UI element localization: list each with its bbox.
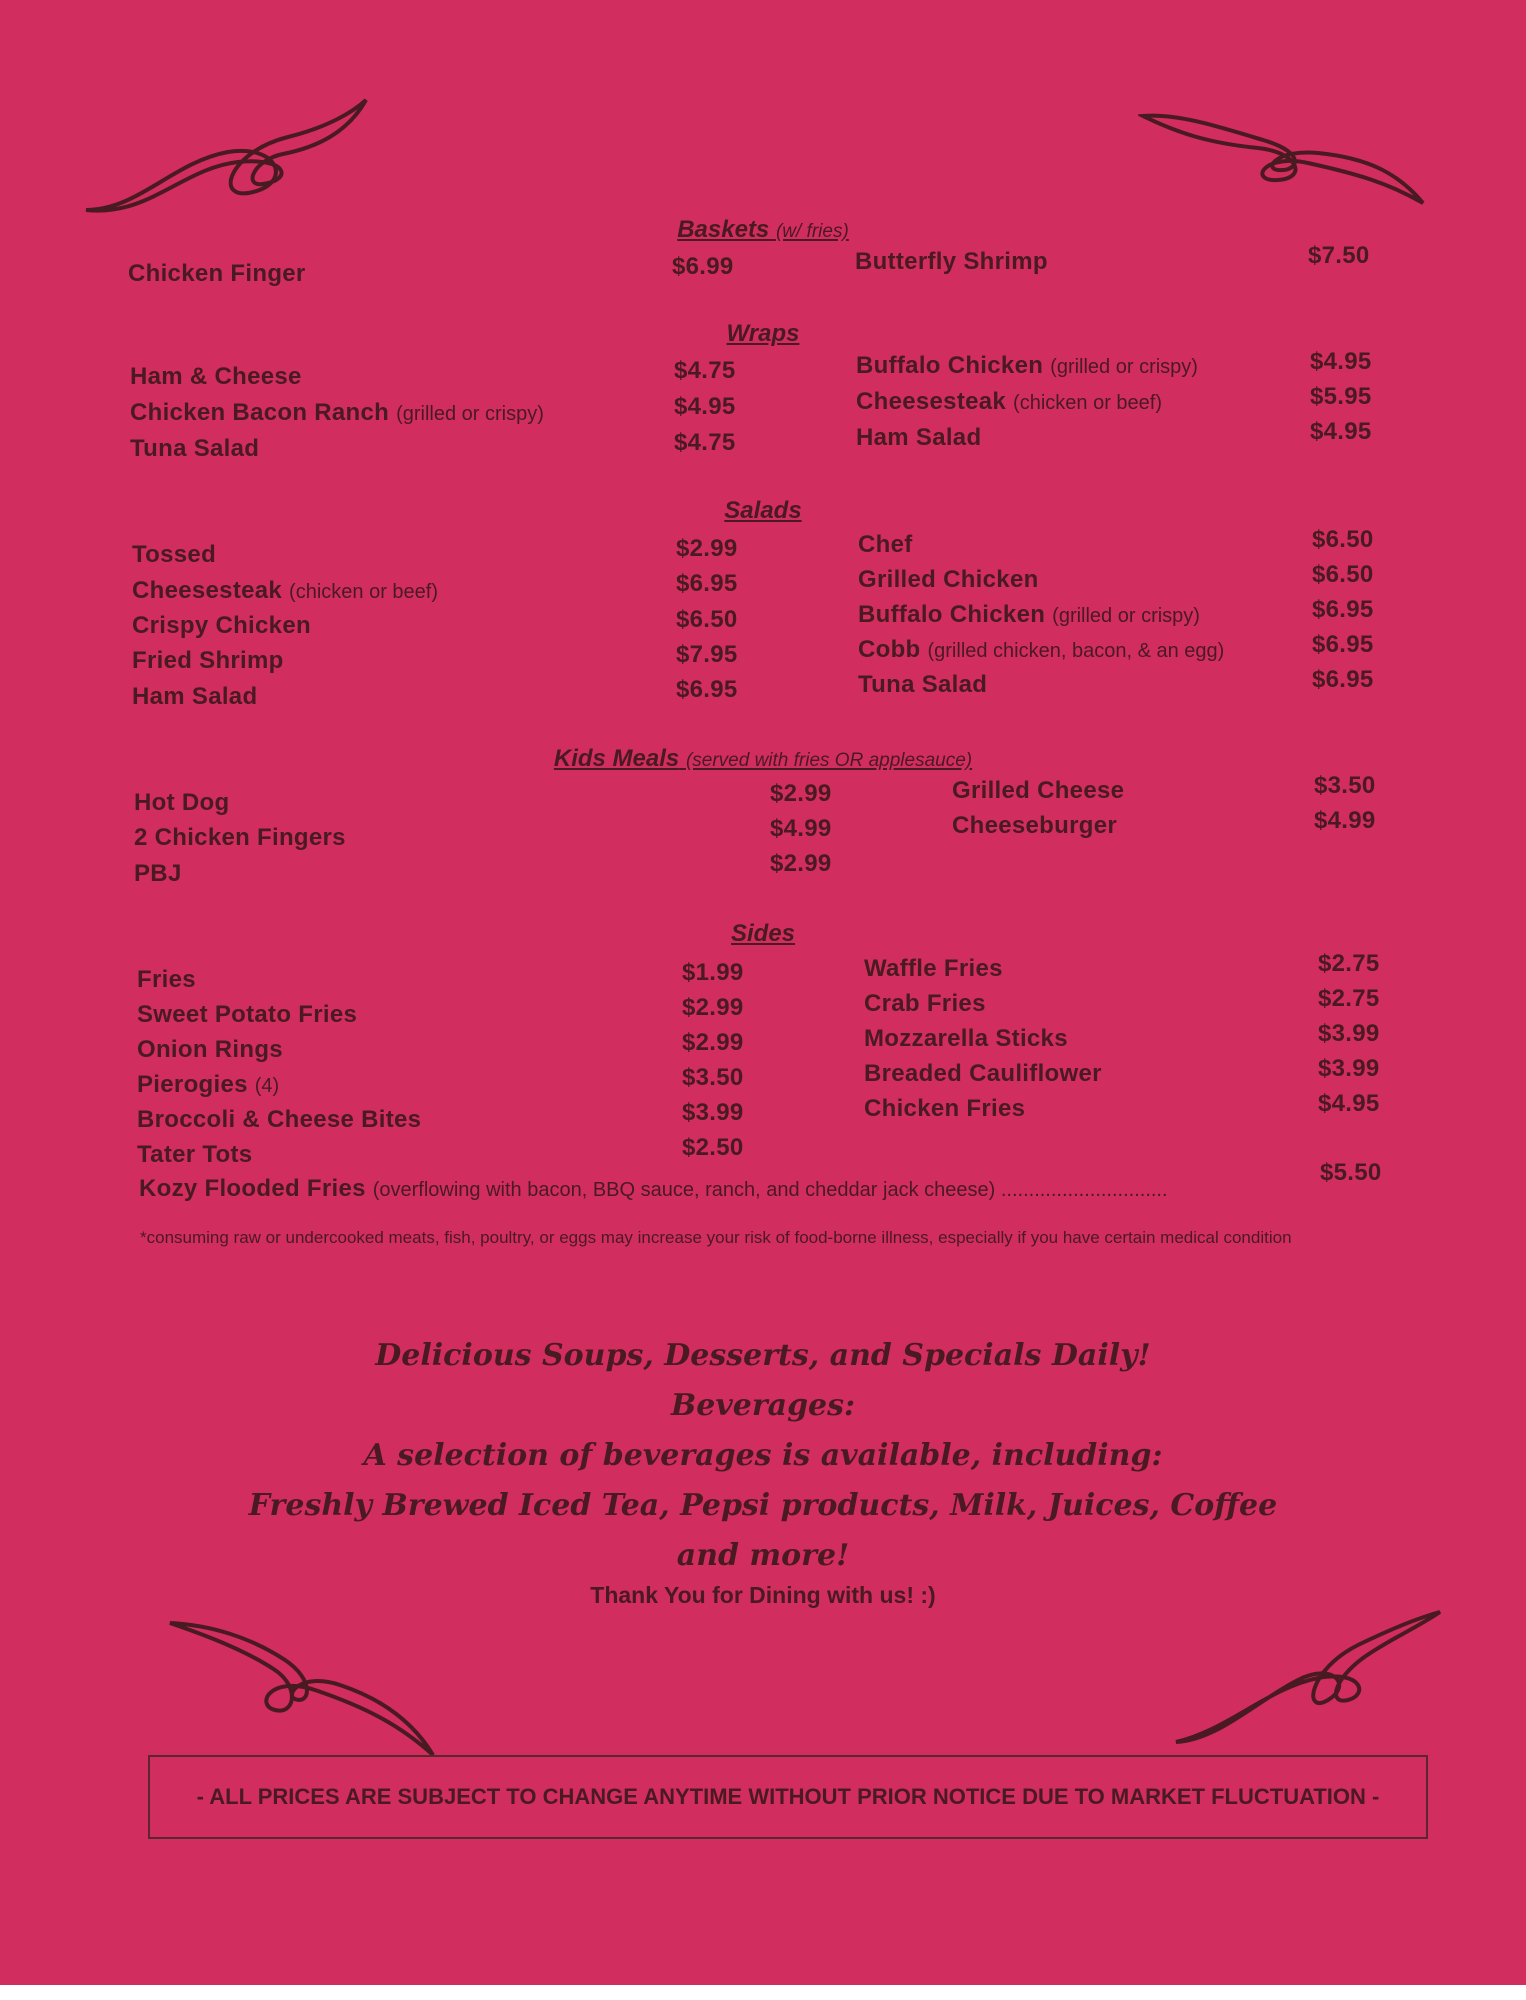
menu-price: $5.50 (1320, 1159, 1382, 1186)
menu-price: $7.95 (676, 641, 738, 668)
menu-item: PBJ (134, 860, 182, 887)
menu-item: Chicken Bacon Ranch (grilled or crispy) (130, 399, 544, 426)
menu-item: Hot Dog (134, 789, 230, 816)
menu-item: Buffalo Chicken (grilled or crispy) (856, 352, 1198, 379)
menu-item: Cheeseburger (952, 812, 1117, 839)
menu-item: Chef (858, 531, 913, 558)
menu-item: Grilled Chicken (858, 566, 1039, 593)
menu-price: $6.95 (1312, 631, 1374, 658)
menu-price: $3.99 (1318, 1055, 1380, 1082)
menu-item: Crispy Chicken (132, 612, 311, 639)
menu-item: Broccoli & Cheese Bites (137, 1106, 422, 1133)
menu-item: Buffalo Chicken (grilled or crispy) (858, 601, 1200, 628)
menu-item: Sweet Potato Fries (137, 1001, 358, 1028)
beverages-list: Freshly Brewed Iced Tea, Pepsi products, Milk, Juices, Coffee (248, 1488, 1278, 1523)
menu-item: Crab Fries (864, 990, 986, 1017)
specials-line: Delicious Soups, Desserts, and Specials Daily! (375, 1338, 1151, 1373)
menu-item: 2 Chicken Fingers (134, 824, 346, 851)
menu-price: $6.95 (1312, 666, 1374, 693)
menu-item: Mozzarella Sticks (864, 1025, 1068, 1052)
menu-price: $2.99 (770, 780, 832, 807)
menu-price: $6.50 (676, 606, 738, 633)
menu-price: $2.99 (682, 1029, 744, 1056)
menu-item: Waffle Fries (864, 955, 1003, 982)
menu-price: $2.75 (1318, 985, 1380, 1012)
menu-item-kozy-flooded-fries: Kozy Flooded Fries (overflowing with bacon, BBQ sauce, ranch, and cheddar jack cheese) .............................. (139, 1175, 1168, 1202)
menu-item: Fries (137, 966, 196, 993)
menu-item: Grilled Cheese (952, 777, 1125, 804)
menu-price: $2.50 (682, 1134, 744, 1161)
section-title-sides: Sides (730, 920, 796, 947)
menu-item: Chicken Finger (128, 260, 306, 287)
menu-price: $4.75 (674, 429, 736, 456)
menu-price: $2.99 (770, 850, 832, 877)
menu-item: Pierogies (4) (137, 1071, 280, 1098)
menu-item: Butterfly Shrimp (855, 248, 1048, 275)
flourish-icon (78, 92, 378, 222)
section-title-salads: Salads (724, 497, 802, 524)
menu-price: $4.95 (1310, 418, 1372, 445)
menu-price: $6.99 (672, 253, 734, 280)
menu-item: Fried Shrimp (132, 647, 284, 674)
thank-you-line: Thank You for Dining with us! :) (590, 1582, 936, 1608)
menu-item: Onion Rings (137, 1036, 283, 1063)
price-notice-text: - ALL PRICES ARE SUBJECT TO CHANGE ANYTIME WITHOUT PRIOR NOTICE DUE TO MARKET FLUCTUATION - (196, 1784, 1380, 1809)
menu-price: $3.50 (682, 1064, 744, 1091)
menu-item: Ham Salad (856, 424, 982, 451)
flourish-icon (165, 1615, 445, 1765)
menu-price: $4.95 (1310, 348, 1372, 375)
section-title-wraps: Wraps (726, 320, 800, 347)
menu-price: $6.95 (676, 676, 738, 703)
menu-price: $7.50 (1308, 242, 1370, 269)
menu-price: $1.99 (682, 959, 744, 986)
menu-price: $6.95 (676, 570, 738, 597)
menu-price: $2.75 (1318, 950, 1380, 977)
menu-item: Chicken Fries (864, 1095, 1026, 1122)
beverages-heading: Beverages: (670, 1388, 856, 1423)
menu-item: Tater Tots (137, 1141, 253, 1168)
flourish-icon (1138, 108, 1438, 208)
menu-item: Tuna Salad (858, 671, 988, 698)
section-title-baskets: Baskets (w/ fries) (677, 216, 849, 243)
menu-item: Tossed (132, 541, 217, 568)
menu-item: Breaded Cauliflower (864, 1060, 1102, 1087)
menu-item: Ham & Cheese (130, 363, 302, 390)
menu-price: $6.95 (1312, 596, 1374, 623)
menu-price: $4.95 (674, 393, 736, 420)
menu-item: Ham Salad (132, 683, 258, 710)
menu-price: $4.99 (1314, 807, 1376, 834)
price-notice-box (148, 1755, 1428, 1839)
food-safety-disclaimer: *consuming raw or undercooked meats, fish, poultry, or eggs may increase your risk of food-borne illness, especially if you have certain medical condition (140, 1228, 1292, 1247)
beverages-more: and more! (676, 1538, 850, 1573)
menu-price: $4.75 (674, 357, 736, 384)
menu-price: $3.99 (1318, 1020, 1380, 1047)
menu-price: $4.99 (770, 815, 832, 842)
menu-item: Cheesesteak (chicken or beef) (132, 577, 439, 604)
beverages-intro: A selection of beverages is available, including: (363, 1438, 1163, 1473)
menu-price: $6.50 (1312, 561, 1374, 588)
menu-price: $3.50 (1314, 772, 1376, 799)
section-title-kids-meals: Kids Meals (served with fries OR applesauce) (553, 745, 973, 772)
flourish-icon (1168, 1600, 1448, 1750)
menu-price: $6.50 (1312, 526, 1374, 553)
menu-price: $2.99 (682, 994, 744, 1021)
menu-price: $2.99 (676, 535, 738, 562)
menu-item: Tuna Salad (130, 435, 260, 462)
menu-price: $3.99 (682, 1099, 744, 1126)
menu-item: Cheesesteak (chicken or beef) (856, 388, 1163, 415)
menu-price: $5.95 (1310, 383, 1372, 410)
menu-item: Cobb (grilled chicken, bacon, & an egg) (858, 636, 1225, 663)
menu-price: $4.95 (1318, 1090, 1380, 1117)
